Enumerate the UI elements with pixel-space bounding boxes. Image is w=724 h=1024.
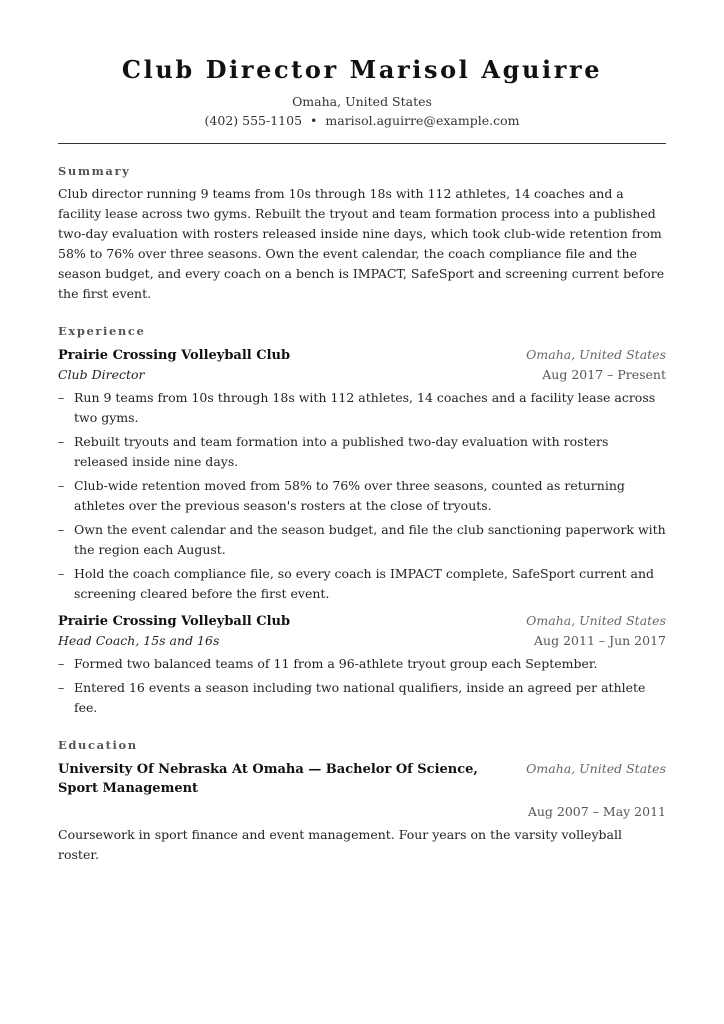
education-note: Coursework in sport finance and event management. Four years on the varsity volleyball roster. bbox=[58, 827, 622, 862]
job-bullet bbox=[58, 654, 666, 674]
bullet-text: Club-wide retention moved from 58% to 76% over three seasons, counted as returning athletes over the previous season's rosters at the close of tryouts. bbox=[74, 478, 625, 513]
bullet-marker: – bbox=[58, 390, 65, 405]
bullet-marker: – bbox=[58, 434, 65, 449]
job-organization: Prairie Crossing Volleyball Club bbox=[58, 614, 291, 629]
summary-text: Club director running 9 teams from 10s through 18s with 112 athletes, 14 coaches and a facility lease across two gyms. Rebuilt the tryout and team formation process into a published two-day evaluation with rosters released inside nine days, which took club-wide retention from 58% to 76% over three seasons. Own the event calendar, the coach compliance file and the season budget, and every coach on a bench is IMPACT, SafeSport and screening current before the first event. bbox=[58, 186, 665, 301]
bullet-text: Rebuilt tryouts and team formation into a published two-day evaluation with rosters released inside nine days. bbox=[74, 434, 609, 469]
education-degree: University Of Nebraska At Omaha — Bachelor Of Science, Sport Management bbox=[58, 762, 478, 796]
job-bullet bbox=[58, 476, 666, 516]
job-bullets bbox=[58, 654, 666, 718]
job-header-row bbox=[58, 346, 666, 365]
contact-line bbox=[58, 111, 666, 130]
contact-phone: (402) 555-1105 bbox=[204, 113, 303, 128]
bullet-marker: – bbox=[58, 656, 65, 671]
contact-email: marisol.aguirre@example.com bbox=[325, 113, 520, 128]
header-divider bbox=[58, 143, 666, 144]
bullet-marker: – bbox=[58, 478, 65, 493]
summary-heading: Summary bbox=[58, 164, 131, 178]
job-bullet bbox=[58, 678, 666, 718]
education-heading: Education bbox=[58, 738, 138, 752]
bullet-text: Entered 16 events a season including two national qualifiers, inside an agreed per athlete fee. bbox=[74, 680, 646, 715]
education-dates: Aug 2007 – May 2011 bbox=[527, 804, 666, 819]
candidate-name: Club Director Marisol Aguirre bbox=[121, 55, 603, 84]
bullet-text: Run 9 teams from 10s through 18s with 112 athletes, 14 coaches and a facility lease across two gyms. bbox=[74, 390, 656, 425]
job-bullet bbox=[58, 388, 666, 428]
education-header-row bbox=[58, 760, 666, 798]
job-role-row bbox=[58, 365, 666, 384]
job-role-row bbox=[58, 631, 666, 650]
job-organization: Prairie Crossing Volleyball Club bbox=[58, 348, 291, 363]
job-entry bbox=[58, 346, 666, 604]
education-location: Omaha, United States bbox=[526, 761, 666, 776]
bullet-text: Formed two balanced teams of 11 from a 96-athlete tryout group each September. bbox=[74, 656, 598, 671]
job-header-row bbox=[58, 612, 666, 631]
bullet-marker: – bbox=[58, 522, 65, 537]
bullet-text: Own the event calendar and the season budget, and file the club sanctioning paperwork with the region each August. bbox=[74, 522, 666, 557]
bullet-marker: – bbox=[58, 566, 65, 581]
job-bullets bbox=[58, 388, 666, 604]
experience-heading: Experience bbox=[58, 324, 146, 338]
job-role: Club Director bbox=[58, 367, 145, 382]
contact-location: Omaha, United States bbox=[292, 94, 432, 109]
education-dates-row bbox=[58, 804, 666, 819]
contact-separator: • bbox=[310, 113, 318, 128]
contact-block bbox=[58, 92, 666, 130]
job-dates: Aug 2011 – Jun 2017 bbox=[534, 633, 666, 648]
job-location: Omaha, United States bbox=[526, 613, 666, 628]
job-bullet bbox=[58, 564, 666, 604]
job-location: Omaha, United States bbox=[526, 347, 666, 362]
education-entry bbox=[58, 760, 666, 865]
job-dates: Aug 2017 – Present bbox=[542, 367, 666, 382]
job-entry bbox=[58, 612, 666, 718]
bullet-marker: – bbox=[58, 680, 65, 695]
job-bullet bbox=[58, 520, 666, 560]
job-role: Head Coach, 15s and 16s bbox=[58, 633, 220, 648]
bullet-text: Hold the coach compliance file, so every coach is IMPACT complete, SafeSport current and screening cleared before the first event. bbox=[74, 566, 655, 601]
job-bullet bbox=[58, 432, 666, 472]
